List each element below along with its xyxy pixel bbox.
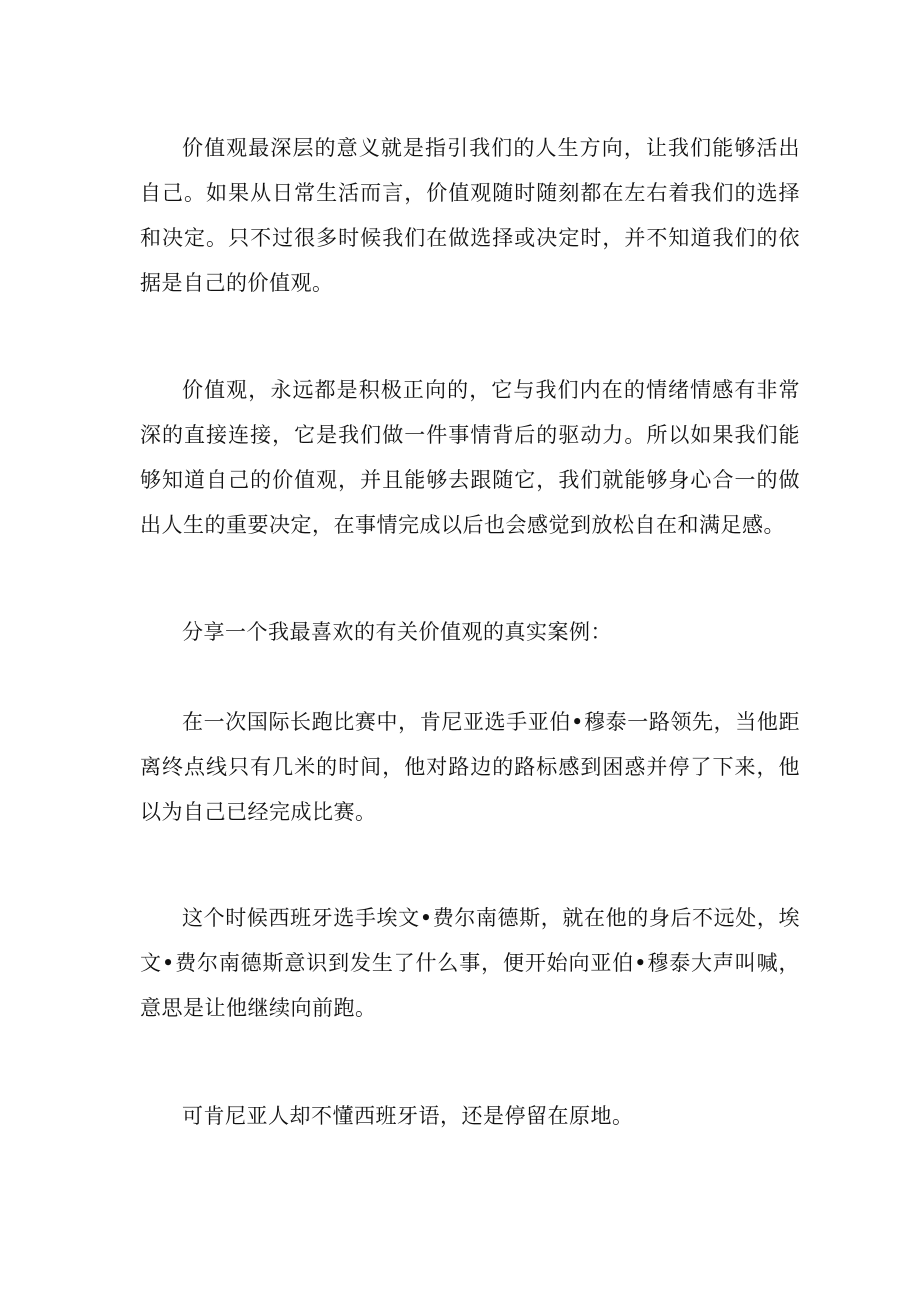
paragraph-language-barrier: 可肯尼亚人却不懂西班牙语，还是停留在原地。 xyxy=(182,1104,634,1128)
paragraph-case-intro: 分享一个我最喜欢的有关价值观的真实案例： xyxy=(182,620,612,644)
paragraph-race-story: 在一次国际长跑比赛中，肯尼亚选手亚伯•穆泰一路领先，当他距离终点线只有几米的时间，他对路边的路标感到困惑并停了下来，他以为自己已经完成比赛。 xyxy=(140,710,800,824)
paragraph-spanish-runner: 这个时候西班牙选手埃文•费尔南德斯，就在他的身后不远处，埃文•费尔南德斯意识到发生了什么事，便开始向亚伯•穆泰大声叫喊，意思是让他继续向前跑。 xyxy=(140,906,800,1020)
paragraph-value-positive: 价值观，永远都是积极正向的，它与我们内在的情绪情感有非常深的直接连接，它是我们做一件事情背后的驱动力。所以如果我们能够知道自己的价值观，并且能够去跟随它，我们就能够身心合一的做出人生的重要决定，在事情完成以后也会感觉到放松自在和满足感。 xyxy=(140,378,800,537)
paragraph-value-meaning: 价值观最深层的意义就是指引我们的人生方向，让我们能够活出自己。如果从日常生活而言，价值观随时随刻都在左右着我们的选择和决定。只不过很多时候我们在做选择或决定时，并不知道我们的依据是自己的价值观。 xyxy=(140,136,800,295)
